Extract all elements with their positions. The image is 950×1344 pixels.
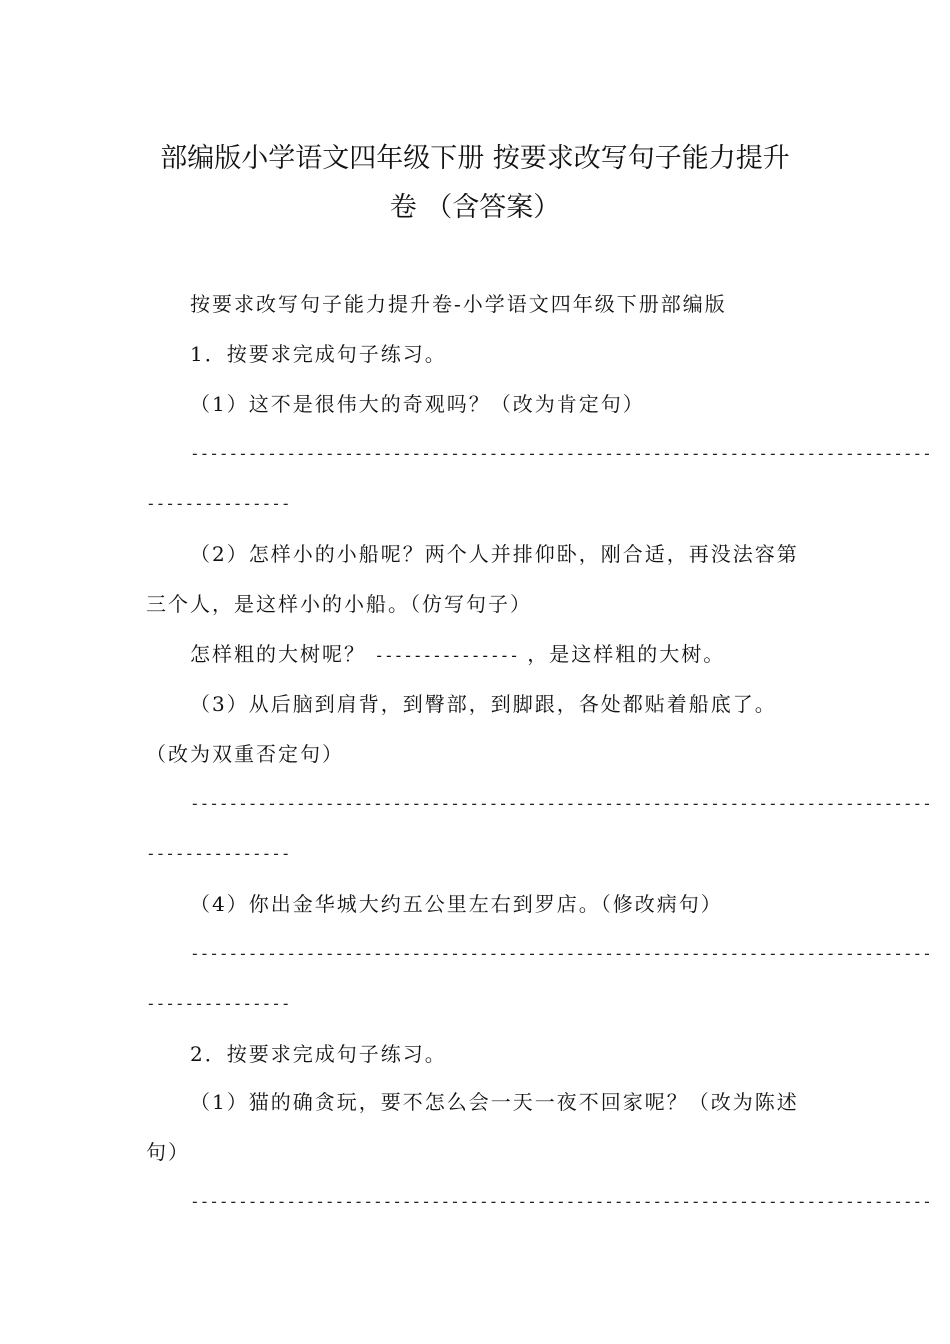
- document-title-line1: 部编版小学语文四年级下册 按要求改写句子能力提升: [160, 143, 790, 174]
- answer-blank[interactable]: -----------------------------------------------------------------------------: [190, 794, 932, 813]
- document-title-line2: 卷 （含答案）: [389, 192, 561, 223]
- q1-part4: （4）你出金华城大约五公里左右到罗店。（修改病句）: [190, 892, 723, 916]
- q2-heading: 2．按要求完成句子练习。: [190, 1042, 447, 1066]
- answer-blank[interactable]: ---------------: [146, 994, 291, 1013]
- q2-part1-line1: （1）猫的确贪玩，要不怎么会一天一夜不回家呢？（改为陈述: [190, 1090, 799, 1114]
- prompt-text: 怎样粗的大树呢？: [190, 642, 366, 666]
- q2-part1-line2: 句）: [146, 1140, 190, 1164]
- q1-part2-prompt: [190, 638, 725, 667]
- answer-blank[interactable]: -----------------------------------------------------------------------------: [190, 444, 932, 463]
- subtitle: 按要求改写句子能力提升卷-小学语文四年级下册部编版: [190, 292, 727, 316]
- q1-part2-line1: （2）怎样小的小船呢？两个人并排仰卧，刚合适，再没法容第: [190, 542, 799, 566]
- q1-heading: 1．按要求完成句子练习。: [190, 342, 447, 366]
- answer-blank[interactable]: ---------------: [374, 646, 519, 665]
- prompt-text: ，是这样粗的大树。: [527, 642, 726, 666]
- q1-part1: （1）这不是很伟大的奇观吗？（改为肯定句）: [190, 392, 645, 416]
- q1-part2-line2: 三个人，是这样小的小船。（仿写句子）: [146, 592, 532, 616]
- q1-part3-line1: （3）从后脑到肩背，到臀部，到脚跟，各处都贴着船底了。: [190, 692, 777, 716]
- answer-blank[interactable]: ---------------: [146, 844, 291, 863]
- answer-blank[interactable]: -----------------------------------------------------------------------------: [190, 1192, 932, 1211]
- answer-blank[interactable]: ---------------: [146, 494, 291, 513]
- q1-part3-line2: （改为双重否定句）: [146, 742, 344, 766]
- answer-blank[interactable]: -----------------------------------------------------------------------------: [190, 944, 932, 963]
